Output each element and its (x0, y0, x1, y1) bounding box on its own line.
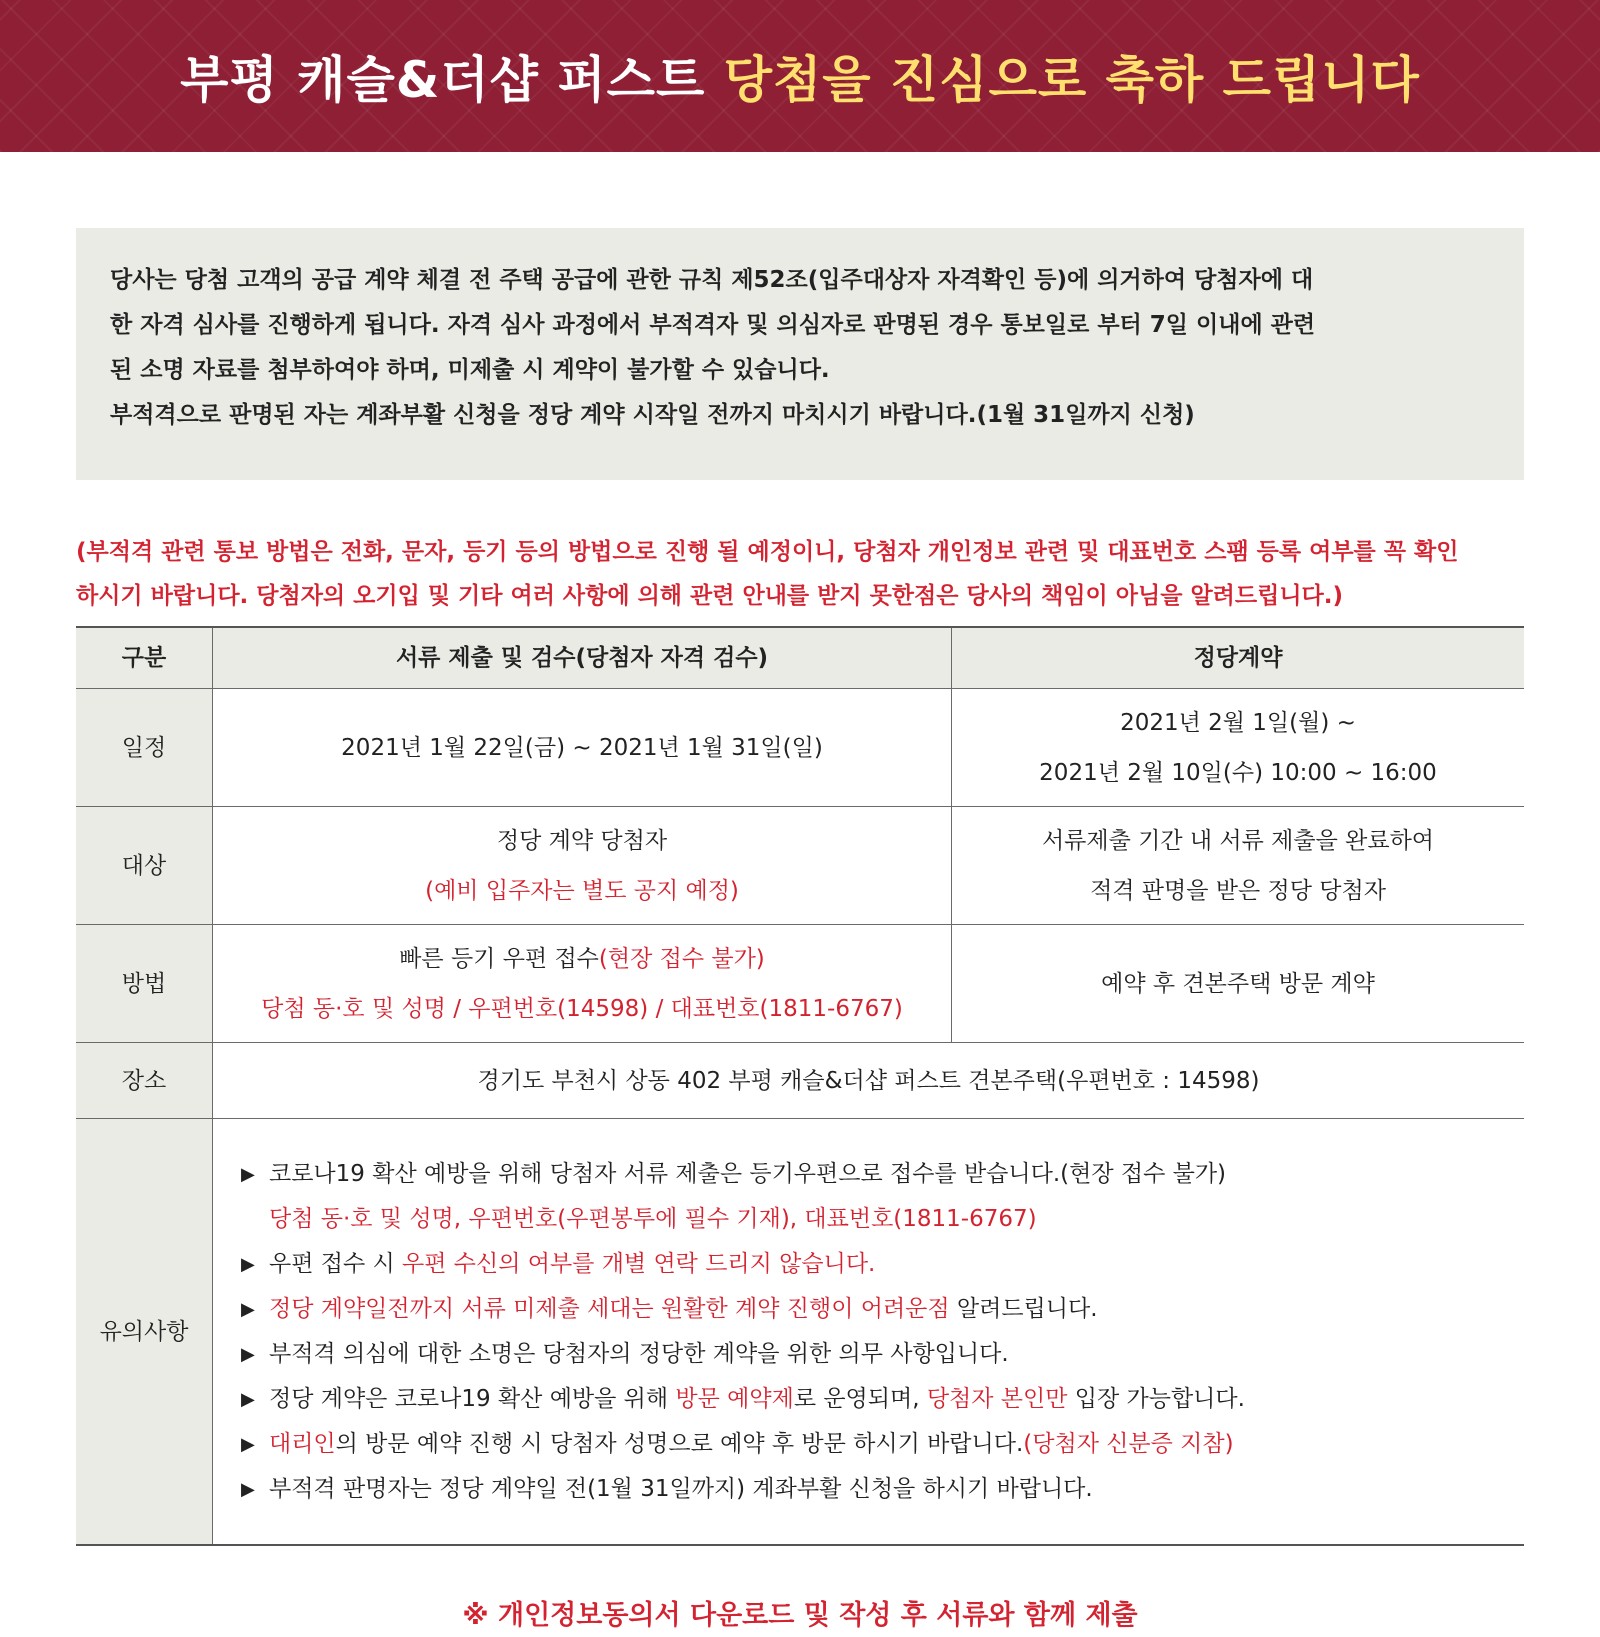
method-docs (213, 925, 952, 1043)
note-emphasis: 방문 예약제 (675, 1385, 794, 1412)
method-docs-line (213, 934, 951, 984)
target-docs-line: 정당 계약 당첨자 (496, 827, 668, 854)
schedule-contract-line: 2021년 2월 1일(월) ~ (1120, 709, 1356, 736)
table-row (76, 807, 1524, 925)
target-docs (213, 807, 952, 925)
note-text: 정당 계약은 코로나19 확산 예방을 위해 (269, 1385, 676, 1412)
schedule-docs: 2021년 1월 22일(금) ~ 2021년 1월 31일(일) (213, 689, 952, 807)
list-item (241, 1332, 1524, 1377)
method-contract: 예약 후 견본주택 방문 계약 (952, 925, 1525, 1043)
header-category: 구분 (76, 627, 213, 689)
banner-title-highlight: 당첨을 진심으로 축하 드립니다 (723, 51, 1420, 109)
note-emphasis: 우편 수신의 여부를 개별 연락 드리지 않습니다. (402, 1250, 876, 1277)
method-docs-details: 당첨 동·호 및 성명 / 우편번호(14598) / 대표번호(1811-6767) (261, 995, 903, 1022)
notes-list (213, 1152, 1524, 1512)
note-text: 부적격 판명자는 정당 계약일 전(1월 31일까지) 계좌부활 신청을 하시기 바랍니다. (269, 1475, 1093, 1502)
row-label-target: 대상 (76, 807, 213, 925)
note-emphasis: 대리인 (269, 1430, 336, 1457)
triangle-bullet-icon: ▶ (241, 1478, 255, 1500)
note-text: 부적격 의심에 대한 소명은 당첨자의 정당한 계약을 위한 의무 사항입니다. (269, 1340, 1009, 1367)
note-text: 의 방문 예약 진행 시 당첨자 성명으로 예약 후 방문 하시기 바랍니다. (335, 1430, 1024, 1457)
note-text-line (269, 1422, 1234, 1467)
note-text: 입장 가능합니다. (1067, 1385, 1245, 1412)
row-label-notes: 유의사항 (76, 1119, 213, 1546)
target-contract-line: 적격 판명을 받은 정당 당첨자 (1090, 877, 1386, 904)
list-item (241, 1377, 1524, 1422)
table-row (76, 1043, 1524, 1119)
target-contract (952, 807, 1525, 925)
table-row (76, 1119, 1524, 1546)
note-text-line (269, 1242, 875, 1287)
note-text: 로 운영되며, (793, 1385, 927, 1412)
triangle-bullet-icon: ▶ (241, 1433, 255, 1455)
note-emphasis: (당첨자 신분증 지참) (1023, 1430, 1234, 1457)
target-docs-note: (예비 입주자는 별도 공지 예정) (425, 877, 739, 904)
consent-download-note: ※ 개인정보동의서 다운로드 및 작성 후 서류와 함께 제출 (462, 1600, 1138, 1631)
row-label-method: 방법 (76, 925, 213, 1043)
target-contract-line: 서류제출 기간 내 서류 제출을 완료하여 (1041, 827, 1435, 854)
table-row (76, 689, 1524, 807)
list-item (241, 1467, 1524, 1512)
header-documents: 서류 제출 및 검수(당첨자 자격 검수) (213, 627, 952, 689)
warning-line: (부적격 관련 통보 방법은 전화, 문자, 등기 등의 방법으로 진행 될 예정이니, 당첨자 개인정보 관련 및 대표번호 스팸 등록 여부를 꼭 확인 (76, 539, 1459, 565)
note-text-line (269, 1377, 1245, 1422)
triangle-bullet-icon: ▶ (241, 1343, 255, 1365)
note-text: 코로나19 확산 예방을 위해 당첨자 서류 제출은 등기우편으로 접수를 받습니다.(현장 접수 불가) (269, 1160, 1227, 1187)
schedule-contract (952, 689, 1525, 807)
list-item (241, 1152, 1524, 1197)
row-label-schedule: 일정 (76, 689, 213, 807)
title-banner (0, 0, 1600, 152)
note-subline: 당첨 동·호 및 성명, 우편번호(우편봉투에 필수 기재), 대표번호(1811-6767) (269, 1205, 1037, 1232)
notice-panel (76, 228, 1524, 480)
table-row (76, 925, 1524, 1043)
note-emphasis: 당첨자 본인만 (926, 1385, 1068, 1412)
note-text: 알려드립니다. (949, 1295, 1098, 1322)
note-text-line (269, 1287, 1098, 1332)
table-header-row (76, 627, 1524, 689)
notes-cell (213, 1119, 1525, 1546)
triangle-bullet-icon: ▶ (241, 1298, 255, 1320)
method-docs-note: (현장 접수 불가) (598, 945, 765, 972)
list-item (241, 1242, 1524, 1287)
notice-line: 부적격으로 판명된 자는 계좌부활 신청을 정당 계약 시작일 전까지 마치시기 바랍니다.(1월 31일까지 신청) (110, 402, 1195, 428)
schedule-table (76, 626, 1524, 1546)
banner-title: 부평 캐슬&더샵 퍼스트 (180, 51, 706, 109)
triangle-bullet-icon: ▶ (241, 1253, 255, 1275)
schedule-contract-line: 2021년 2월 10일(수) 10:00 ~ 16:00 (1039, 759, 1437, 786)
notice-line: 한 자격 심사를 진행하게 됩니다. 자격 심사 과정에서 부적격자 및 의심자로 판명된 경우 통보일로 부터 7일 이내에 관련 (110, 312, 1316, 338)
warning-text (76, 530, 1536, 618)
notice-line: 당사는 당첨 고객의 공급 계약 체결 전 주택 공급에 관한 규칙 제52조(입주대상자 자격확인 등)에 의거하여 당첨자에 대 (110, 267, 1314, 293)
note-text: 우편 접수 시 (269, 1250, 403, 1277)
location-value: 경기도 부천시 상동 402 부평 캐슬&더샵 퍼스트 견본주택(우편번호 : 14598) (213, 1043, 1525, 1119)
triangle-bullet-icon: ▶ (241, 1388, 255, 1410)
list-item (241, 1287, 1524, 1332)
warning-line: 하시기 바랍니다. 당첨자의 오기입 및 기타 여러 사항에 의해 관련 안내를 받지 못한점은 당사의 책임이 아님을 알려드립니다.) (76, 583, 1344, 609)
note-emphasis: 정당 계약일전까지 서류 미제출 세대는 원활한 계약 진행이 어려운점 (269, 1295, 950, 1322)
notice-line: 된 소명 자료를 첨부하여야 하며, 미제출 시 계약이 불가할 수 있습니다. (110, 357, 830, 383)
method-docs-text: 빠른 등기 우편 접수 (399, 945, 599, 972)
list-item (241, 1422, 1524, 1467)
triangle-bullet-icon: ▶ (241, 1163, 255, 1185)
row-label-location: 장소 (76, 1043, 213, 1119)
header-contract: 정당계약 (952, 627, 1525, 689)
